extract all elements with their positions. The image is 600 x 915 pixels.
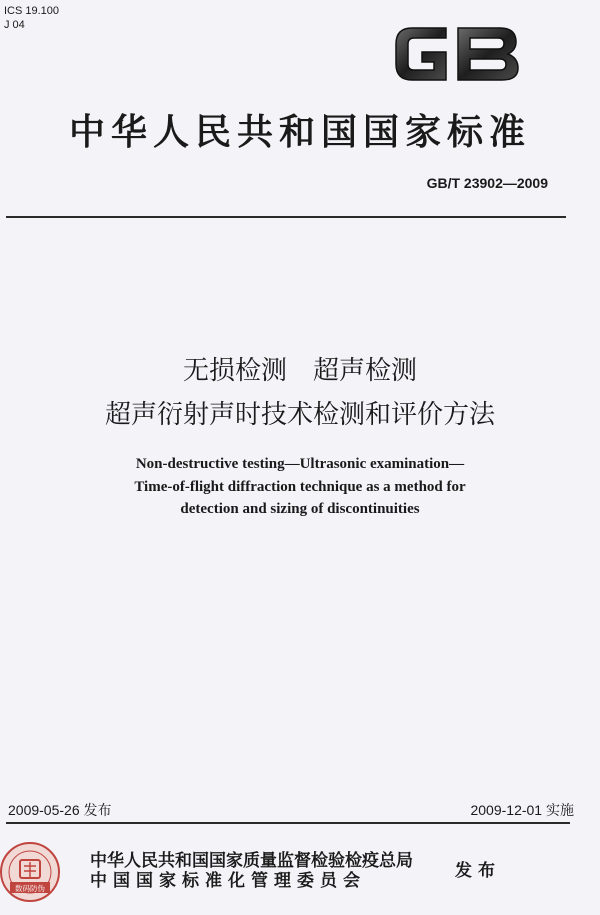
footer-divider (6, 822, 570, 824)
classification-codes (4, 4, 59, 32)
chinese-title-line-2: 超声衍射声时技术检测和评价方法 (104, 400, 495, 430)
chinese-title-line-1: 无损检测 超声检测 (182, 356, 417, 386)
english-title-line-3: detection and sizing of discontinuities (180, 501, 420, 517)
issuer-line-1: 中华人民共和国国家质量监督检验检疫总局 (90, 851, 413, 871)
implementation-date: 2009-12-01 实施 (470, 802, 574, 818)
standard-number: GB/T 23902—2009 (426, 175, 548, 191)
issue-action: 发布 (455, 861, 501, 881)
publish-date: 2009-05-26 发布 (8, 802, 112, 818)
gb-logo-text: GB (456, 62, 458, 63)
issuer-line-2: 中国国家标准化管理委员会 (90, 871, 366, 891)
seal-label: 数码防伪 (15, 884, 45, 893)
english-title-line-2: Time-of-flight diffraction technique as a method for (134, 479, 466, 495)
standard-category-title: 中华人民共和国国家标准 (68, 111, 531, 153)
ccs-code: J 04 (4, 19, 25, 31)
header-divider (6, 216, 566, 218)
anti-counterfeit-seal-icon (0, 840, 62, 904)
english-title-line-1: Non-destructive testing—Ultrasonic examination— (135, 456, 465, 472)
gb-logo-icon (388, 18, 526, 90)
ics-code: ICS 19.100 (4, 5, 60, 17)
